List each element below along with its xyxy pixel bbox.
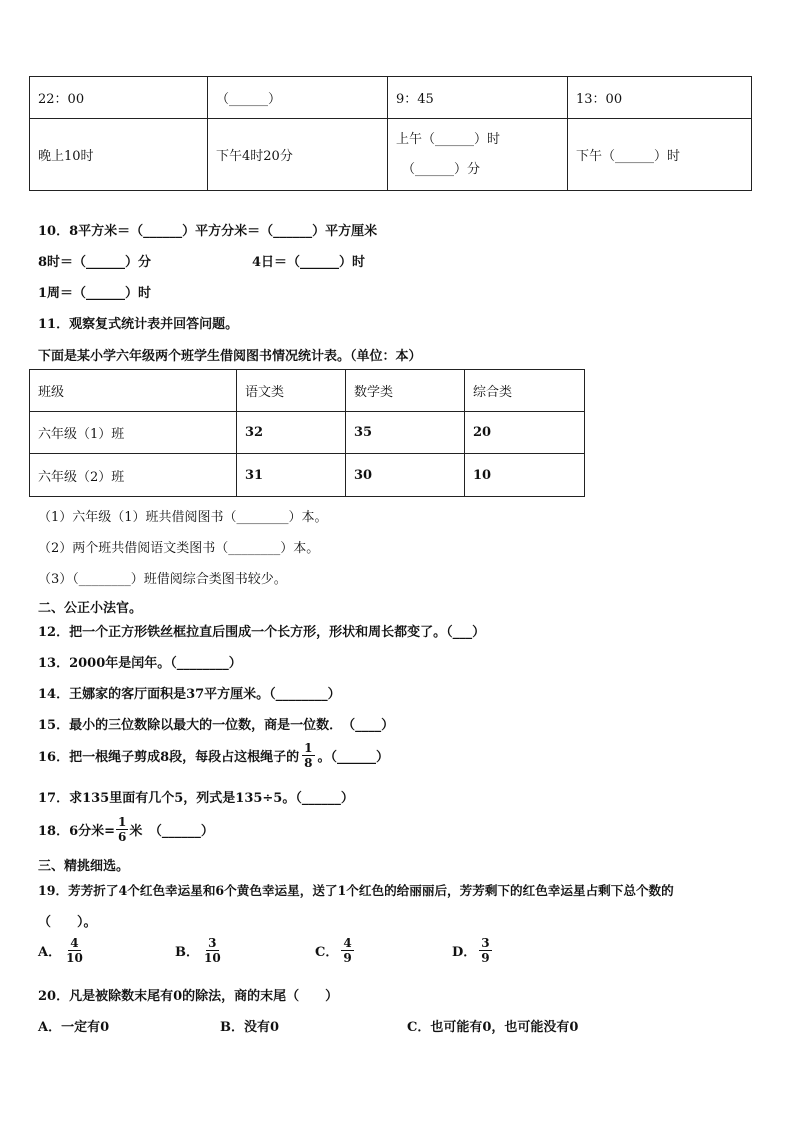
column-header: 语文类 bbox=[237, 370, 346, 412]
question-13: 13．2000年是闰年。（________） bbox=[38, 656, 242, 671]
option-a[interactable]: A．一定有0 bbox=[38, 1020, 110, 1035]
option-label: C． bbox=[315, 945, 339, 960]
table-cell: 35 bbox=[346, 412, 465, 454]
reading-statistics-table bbox=[29, 369, 585, 497]
question-19-line-1: 19．芳芳折了4个红色幸运星和6个黄色幸运星，送了1个红色的给丽丽后，芳芳剩下的红色幸运星占剩下总个数的 bbox=[38, 883, 674, 898]
fraction-numerator: 4 bbox=[343, 936, 352, 950]
fraction-denominator: 9 bbox=[343, 951, 352, 965]
table-cell: 32 bbox=[237, 412, 346, 454]
question-11-title: 11．观察复式统计表并回答问题。 bbox=[38, 317, 239, 332]
table-cell: 31 bbox=[237, 454, 346, 497]
option-a[interactable] bbox=[38, 936, 88, 965]
question-19-line-2: （ ）。 bbox=[38, 915, 97, 930]
question-12: 12．把一个正方形铁丝框拉直后围成一个长方形，形状和周长都变了。（___） bbox=[38, 625, 486, 640]
question-11-sub-3: （3）（________）班借阅综合类图书较少。 bbox=[38, 572, 287, 587]
option-c[interactable] bbox=[315, 936, 357, 965]
table-cell: 20 bbox=[465, 412, 585, 454]
option-label: A． bbox=[38, 945, 62, 960]
question-18 bbox=[38, 815, 214, 844]
table-row bbox=[30, 412, 585, 454]
option-b[interactable] bbox=[175, 936, 226, 965]
table-cell: 9：45 bbox=[388, 77, 568, 119]
question-10-line-2a: 8时＝（______）分 bbox=[38, 255, 152, 270]
option-c[interactable]: C．也可能有0，也可能没有0 bbox=[407, 1020, 579, 1035]
question-10-line-1: 10．8平方米＝（______）平方分米＝（______）平方厘米 bbox=[38, 224, 378, 239]
answer-blank-cell[interactable] bbox=[388, 119, 568, 191]
fraction-numerator: 3 bbox=[208, 936, 217, 950]
section-2-title: 二、公正小法官。 bbox=[38, 601, 143, 616]
fraction bbox=[302, 741, 314, 770]
fraction bbox=[116, 815, 128, 844]
fraction bbox=[341, 936, 353, 965]
table-cell: 30 bbox=[346, 454, 465, 497]
cell-line: （______）分 bbox=[402, 161, 481, 177]
option-d[interactable] bbox=[452, 936, 495, 965]
fraction-denominator: 10 bbox=[66, 951, 83, 965]
option-b[interactable]: B．没有0 bbox=[220, 1020, 280, 1035]
question-11-sub-2: （2）两个班共借阅语文类图书（________）本。 bbox=[38, 541, 320, 556]
question-17: 17．求135里面有几个5，列式是135÷5。（______） bbox=[38, 791, 354, 806]
question-20: 20．凡是被除数末尾有0的除法，商的末尾（ ） bbox=[38, 989, 339, 1004]
fraction-numerator: 4 bbox=[70, 936, 79, 950]
question-16 bbox=[38, 741, 389, 770]
question-10-line-3: 1周＝（______）时 bbox=[38, 286, 152, 301]
question-16-text: 16．把一根绳子剪成8段，每段占这根绳子的 bbox=[38, 750, 300, 765]
question-14: 14．王娜家的客厅面积是37平方厘米。（________） bbox=[38, 687, 341, 702]
table-caption: 下面是某小学六年级两个班学生借阅图书情况统计表。（单位：本） bbox=[38, 349, 422, 364]
table-row bbox=[30, 119, 752, 191]
table-cell: 10 bbox=[465, 454, 585, 497]
question-15: 15．最小的三位数除以最大的一位数，商是一位数． （____） bbox=[38, 718, 395, 733]
table-row bbox=[30, 454, 585, 497]
column-header: 综合类 bbox=[465, 370, 585, 412]
fraction-denominator: 8 bbox=[304, 756, 313, 770]
fraction-numerator: 1 bbox=[118, 815, 127, 829]
table-cell: 六年级（2）班 bbox=[30, 454, 237, 497]
fraction bbox=[202, 936, 223, 965]
question-16-tail: 。（______） bbox=[317, 750, 390, 765]
question-10-line-2b: 4日＝（______）时 bbox=[252, 255, 366, 270]
column-header: 班级 bbox=[30, 370, 237, 412]
table-row bbox=[30, 77, 752, 119]
fraction-denominator: 6 bbox=[118, 830, 127, 844]
answer-blank-cell[interactable]: （______） bbox=[208, 77, 388, 119]
table-cell: 下午4时20分 bbox=[208, 119, 388, 191]
table-cell: 晚上10时 bbox=[30, 119, 208, 191]
question-18-tail: 米 （______） bbox=[129, 824, 214, 839]
option-label: D． bbox=[452, 945, 477, 960]
fraction-numerator: 1 bbox=[304, 741, 313, 755]
option-label: B． bbox=[175, 945, 199, 960]
answer-blank-cell[interactable]: 下午（______）时 bbox=[568, 119, 752, 191]
table-cell: 六年级（1）班 bbox=[30, 412, 237, 454]
table-header-row bbox=[30, 370, 585, 412]
fraction-denominator: 9 bbox=[481, 951, 490, 965]
fraction bbox=[64, 936, 85, 965]
time-conversion-table bbox=[29, 76, 752, 191]
table-cell: 13：00 bbox=[568, 77, 752, 119]
column-header: 数学类 bbox=[346, 370, 465, 412]
fraction-numerator: 3 bbox=[481, 936, 490, 950]
question-18-text: 18．6分米= bbox=[38, 824, 116, 839]
cell-line: 上午（______）时 bbox=[396, 131, 501, 147]
question-11-sub-1: （1）六年级（1）班共借阅图书（________）本。 bbox=[38, 510, 328, 525]
fraction bbox=[479, 936, 491, 965]
fraction-denominator: 10 bbox=[204, 951, 221, 965]
section-3-title: 三、精挑细选。 bbox=[38, 859, 130, 874]
table-cell: 22：00 bbox=[30, 77, 208, 119]
